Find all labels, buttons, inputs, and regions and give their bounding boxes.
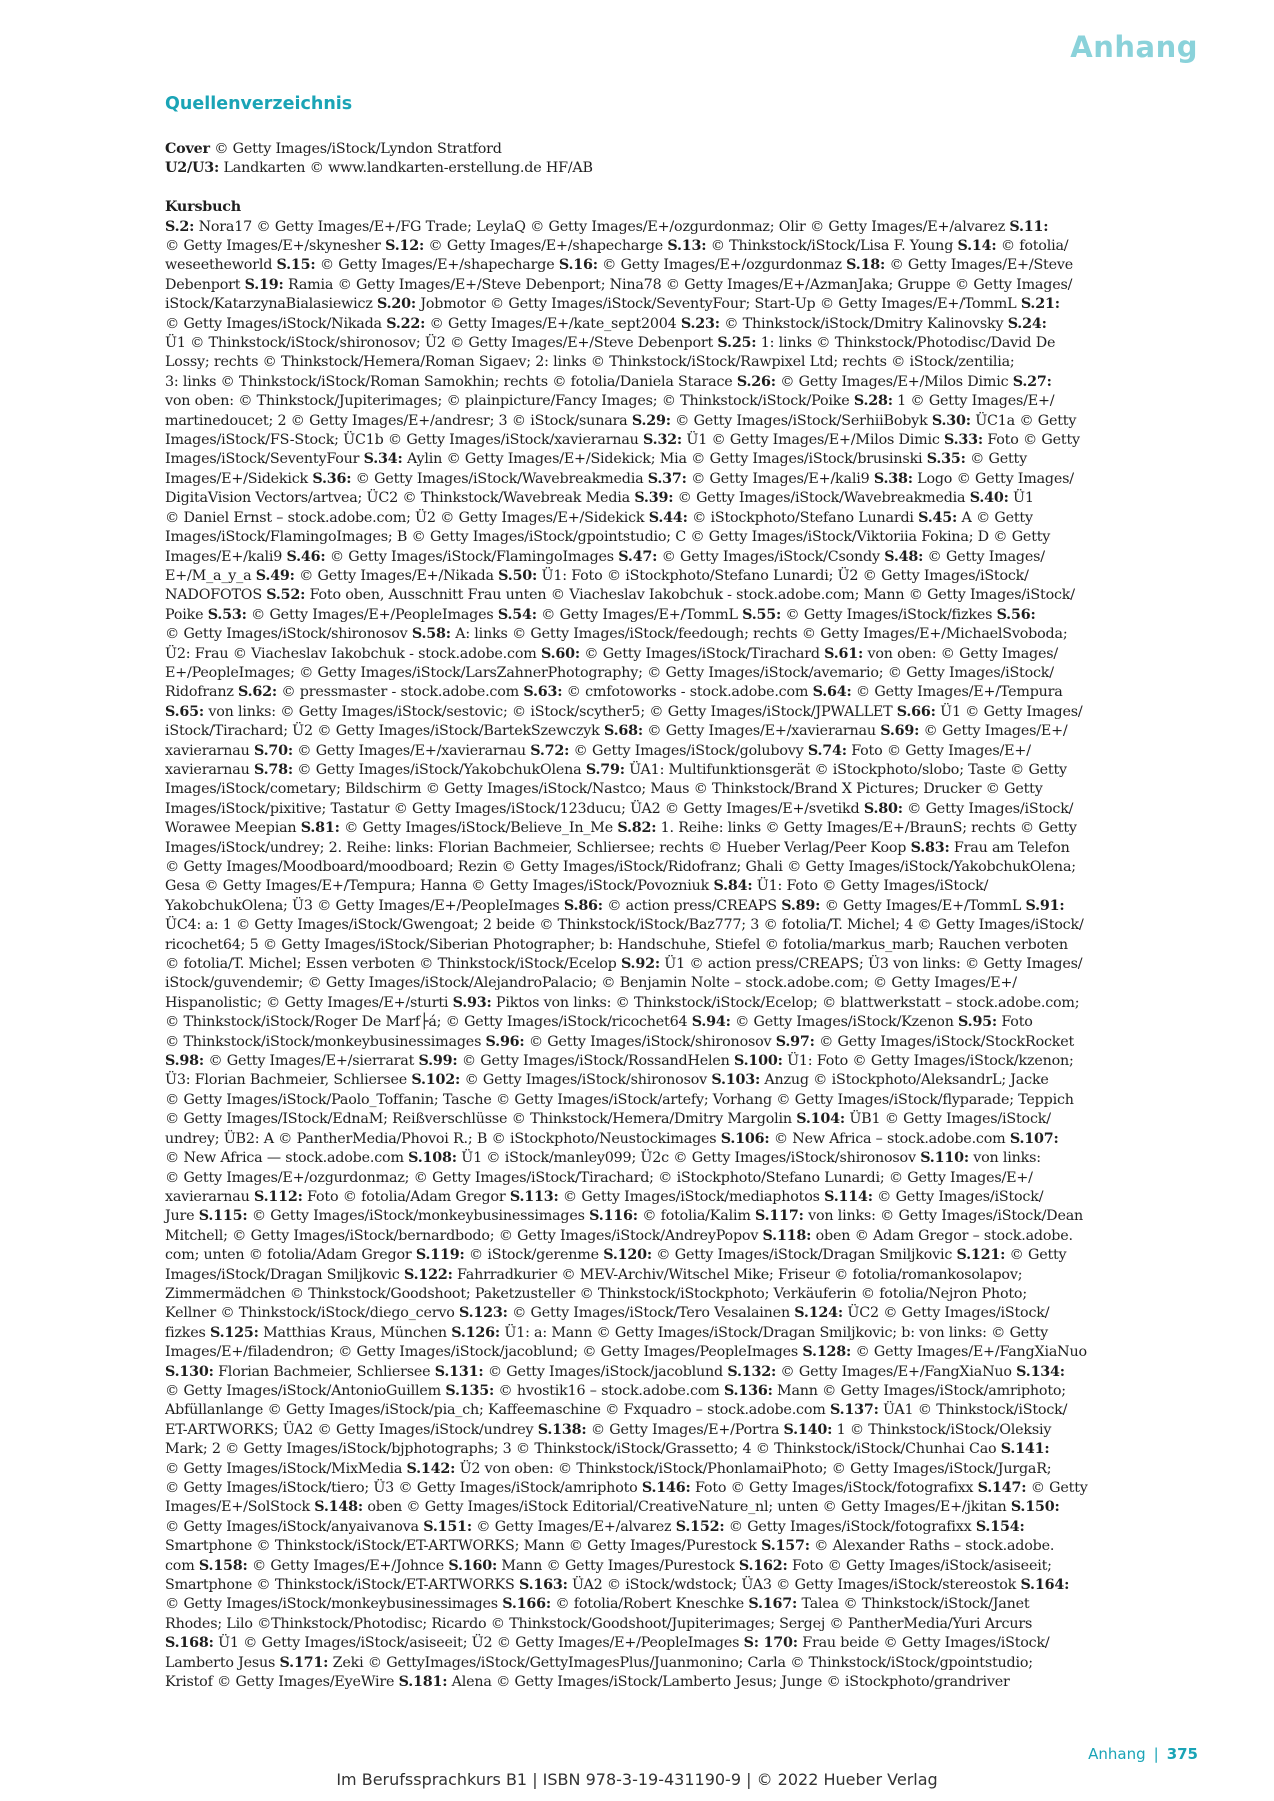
credits-body xyxy=(165,140,1175,1692)
credit-line: iStock/Tirachard; Ü2 © Getty Images/iStock/BartekSzewczyk S.68: © Getty Images/E+/xavierarnau S.69: © Getty Images/E+/ xyxy=(165,723,1068,740)
footer-section-label: Anhang xyxy=(1088,1745,1146,1763)
credit-line: © Thinkstock/iStock/monkeybusinessimages S.96: © Getty Images/iStock/shironosov S.97: © Getty Images/iStock/StockRocket xyxy=(165,1033,1075,1050)
credit-line: iStock/guvendemir; © Getty Images/iStock/AlejandroPalacio; © Benjamin Nolte – stock.adobe.com; © Getty Images/E+/ xyxy=(165,975,1017,992)
credit-line: Worawee Meepian S.81: © Getty Images/iStock/Believe_In_Me S.82: 1. Reihe: links © Getty Images/E+/BraunS; rechts © Getty xyxy=(165,820,1077,837)
credit-line: Kellner © Thinkstock/iStock/diego_cervo S.123: © Getty Images/iStock/Tero Vesalainen S.124: ÜC2 © Getty Images/iStock/ xyxy=(165,1305,1050,1322)
credit-line: © Getty Images/iStock/shironosov S.58: A: links © Getty Images/iStock/feedough; rechts © Getty Images/E+/MichaelSvoboda; xyxy=(165,626,1068,643)
kursbuch-heading: Kursbuch xyxy=(165,199,241,216)
credit-line: Poike S.53: © Getty Images/E+/PeopleImages S.54: © Getty Images/E+/TommL S.55: © Getty Images/iStock/fizkes S.56: xyxy=(165,606,1036,623)
credit-line: © Getty Images/iStock/anyaivanova S.151: © Getty Images/E+/alvarez S.152: © Getty Images/iStock/fotografixx S.154: xyxy=(165,1518,1025,1535)
credit-line: Images/E+/kali9 S.46: © Getty Images/iStock/FlamingoImages S.47: © Getty Images/iStock/Csondy S.48: © Getty Images/ xyxy=(165,548,1045,565)
chapter-heading: Anhang xyxy=(1070,30,1198,64)
credit-line: Lossy; rechts © Thinkstock/Hemera/Roman Sigaev; 2: links © Thinkstock/iStock/Rawpixel Ltd; rechts © iStock/zentilia; xyxy=(165,354,1015,371)
footer-separator: | xyxy=(1153,1745,1159,1763)
credit-line: NADOFOTOS S.52: Foto oben, Ausschnitt Frau unten © Viacheslav Iakobchuk - stock.adobe.com; Mann © Getty Images/iStock/ xyxy=(165,587,1075,604)
credit-line: Images/iStock/pixitive; Tastatur © Getty Images/iStock/123ducu; ÜA2 © Getty Images/E+/svetikd S.80: © Getty Images/iStock/ xyxy=(165,800,1074,817)
page-number: 375 xyxy=(1166,1745,1198,1763)
credit-line: © New Africa — stock.adobe.com S.108: Ü1 © iStock/manley099; Ü2c © Getty Images/iStock/shironosov S.110: von links: xyxy=(165,1150,1041,1167)
credit-line: von oben: © Thinkstock/Jupiterimages; © plainpicture/Fancy Images; © Thinkstock/iStock/Poike S.28: 1 © Getty Images/E+/ xyxy=(165,393,1055,410)
u2-u3-credit xyxy=(165,159,1175,178)
credit-line: com; unten © fotolia/Adam Gregor S.119: © iStock/gerenme S.120: © Getty Images/iStock/Dragan Smiljkovic S.121: © Getty xyxy=(165,1247,1067,1264)
credit-line: © Getty Images/Moodboard/moodboard; Rezin © Getty Images/iStock/Ridofranz; Ghali © Getty Images/iStock/YakobchukOlena; xyxy=(165,859,1076,876)
section-title: Quellenverzeichnis xyxy=(165,94,353,114)
credit-line: Zimmermädchen © Thinkstock/Goodshoot; Paketzusteller © Thinkstock/iStockphoto; Verkäuferin © fotolia/Nejron Photo; xyxy=(165,1285,1027,1302)
credit-line: Ü1 © Thinkstock/iStock/shironosov; Ü2 © Getty Images/E+/Steve Debenport S.25: 1: links © Thinkstock/Photodisc/David De xyxy=(165,335,1056,352)
credit-line: Images/iStock/undrey; 2. Reihe: links: Florian Bachmeier, Schliersee; rechts © Hueber Verlag/Peer Koop S.83: Frau am Telefon xyxy=(165,839,1070,856)
credit-line: Ü2: Frau © Viacheslav Iakobchuk - stock.adobe.com S.60: © Getty Images/iStock/Tirachard S.61: von oben: © Getty Images/ xyxy=(165,645,1059,662)
credit-line: E+/M_a_y_a S.49: © Getty Images/E+/Nikada S.50: Ü1: Foto © iStockphoto/Stefano Lunardi; Ü2 © Getty Images/iStock/ xyxy=(165,567,1029,584)
credit-line: Mark; 2 © Getty Images/iStock/bjphotographs; 3 © Thinkstock/iStock/Grassetto; 4 © Thinkstock/iStock/Chunhai Cao S.141: xyxy=(165,1441,1050,1458)
credit-line: fizkes S.125: Matthias Kraus, München S.126: Ü1: a: Mann © Getty Images/iStock/Dragan Smiljkovic; b: von links: © Getty xyxy=(165,1324,1049,1341)
credit-line: Images/E+/SolStock S.148: oben © Getty Images/iStock Editorial/CreativeNature_nl; unten © Getty Images/E+/jkitan S.150: xyxy=(165,1499,1060,1516)
u2-u3-label: U2/U3: xyxy=(165,160,220,177)
credit-line: Smartphone © Thinkstock/iStock/ET-ARTWORKS S.163: ÜA2 © iStock/wdstock; ÜA3 © Getty Images/iStock/stereostok S.164: xyxy=(165,1577,1070,1594)
credit-line: © Getty Images/iStock/monkeybusinessimages S.166: © fotolia/Robert Kneschke S.167: Talea © Thinkstock/iStock/Janet xyxy=(165,1596,1030,1613)
credit-line: © fotolia/T. Michel; Essen verboten © Thinkstock/iStock/Ecelop S.92: Ü1 © action press/CREAPS; Ü3 von links: © Getty Images/ xyxy=(165,956,1083,973)
credit-line: xavierarnau S.112: Foto © fotolia/Adam Gregor S.113: © Getty Images/iStock/mediaphotos S.114: © Getty Images/iStock/ xyxy=(165,1188,1044,1205)
credit-line: © Getty Images/iStock/Nikada S.22: © Getty Images/E+/kate_sept2004 S.23: © Thinkstock/iStock/Dmitry Kalinovsky S.24: xyxy=(165,315,1047,332)
credit-line: © Getty Images/iStock/Paolo_Toffanin; Tasche © Getty Images/iStock/artefy; Vorhang © Getty Images/iStock/flyparade; Teppich xyxy=(165,1091,1074,1108)
cover-label: Cover xyxy=(165,141,210,157)
credit-line: Images/iStock/FS-Stock; ÜC1b © Getty Images/iStock/xavierarnau S.32: Ü1 © Getty Images/E+/Milos Dimic S.33: Foto © Getty xyxy=(165,432,1080,449)
credit-line: ricochet64; 5 © Getty Images/iStock/Siberian Photographer; b: Handschuhe, Stiefel © fotolia/markus_marb; Rauchen verboten xyxy=(165,936,1068,953)
credit-line: © Getty Images/iStock/MixMedia S.142: Ü2 von oben: © Thinkstock/iStock/PhonlamaiPhoto; © Getty Images/iStock/JurgaR; xyxy=(165,1460,1052,1477)
credit-line: E+/PeopleImages; © Getty Images/iStock/LarsZahnerPhotography; © Getty Images/iStock/avemario; © Getty Images/iStock/ xyxy=(165,664,1054,681)
footer-page-nav xyxy=(1088,1745,1198,1763)
cover-credit xyxy=(165,140,1175,159)
cover-text: © Getty Images/iStock/Lyndon Stratford xyxy=(209,141,502,157)
credit-line: Mitchell; © Getty Images/iStock/bernardbodo; © Getty Images/iStock/AndreyPopov S.118: oben © Adam Gregor – stock.adobe. xyxy=(165,1227,1073,1244)
credit-line: Images/E+/Sidekick S.36: © Getty Images/iStock/Wavebreakmedia S.37: © Getty Images/E+/kali9 S.38: Logo © Getty Images/ xyxy=(165,470,1074,487)
credit-line: © Thinkstock/iStock/Roger De Marf├á; © Getty Images/iStock/ricochet64 S.94: © Getty Images/iStock/Kzenon S.95: Foto xyxy=(165,1014,1033,1031)
credit-line: Abfüllanlange © Getty Images/iStock/pia_ch; Kaffeemaschine © Fxquadro – stock.adobe.com S.137: ÜA1 © Thinkstock/iStock/ xyxy=(165,1402,1068,1419)
credit-line: © Daniel Ernst – stock.adobe.com; Ü2 © Getty Images/E+/Sidekick S.44: © iStockphoto/Stefano Lunardi S.45: A © Getty xyxy=(165,509,1033,526)
credit-line: © Getty Images/iStock/tiero; Ü3 © Getty Images/iStock/amriphoto S.146: Foto © Getty Images/iStock/fotografixx S.147: © Getty xyxy=(165,1480,1088,1497)
credit-line: YakobchukOlena; Ü3 © Getty Images/E+/PeopleImages S.86: © action press/CREAPS S.89: © Getty Images/E+/TommL S.91: xyxy=(165,897,1065,914)
credit-line: Images/iStock/SeventyFour S.34: Aylin © Getty Images/E+/Sidekick; Mia © Getty Images/iStock/brusinski S.35: © Getty xyxy=(165,451,1027,468)
credit-line: iStock/KatarzynaBialasiewicz S.20: Jobmotor © Getty Images/iStock/SeventyFour; Start-Up © Getty Images/E+/TommL S.21: xyxy=(165,296,1060,313)
credit-line: Smartphone © Thinkstock/iStock/ET-ARTWORKS; Mann © Getty Images/Purestock S.157: © Alexander Raths – stock.adobe. xyxy=(165,1538,1055,1555)
credit-line: DigitaVision Vectors/artvea; ÜC2 © Thinkstock/Wavebreak Media S.39: © Getty Images/iStock/Wavebreakmedia S.40: Ü1 xyxy=(165,490,1034,507)
credit-line: undrey; ÜB2: A © PantherMedia/Phovoi R.; B © iStockphoto/Neustockimages S.106: © New Africa – stock.adobe.com S.107: xyxy=(165,1130,1059,1147)
credit-line: Debenport S.19: Ramia © Getty Images/E+/Steve Debenport; Nina78 © Getty Images/E+/AzmanJaka; Gruppe © Getty Images/ xyxy=(165,276,1073,293)
credit-line: © Getty Images/E+/skynesher S.12: © Getty Images/E+/shapecharge S.13: © Thinkstock/iStock/Lisa F. Young S.14: © fotolia/ xyxy=(165,238,1069,255)
credit-line: Jure S.115: © Getty Images/iStock/monkeybusinessimages S.116: © fotolia/Kalim S.117: von links: © Getty Images/iStock/Dean xyxy=(165,1208,1084,1225)
credit-line: 3: links © Thinkstock/iStock/Roman Samokhin; rechts © fotolia/Daniela Starace S.26: © Getty Images/E+/Milos Dimic S.27: xyxy=(165,373,1052,390)
credit-line: Images/iStock/Dragan Smiljkovic S.122: Fahrradkurier © MEV-Archiv/Witschel Mike; Friseur © fotolia/romankosolapov; xyxy=(165,1266,1023,1283)
kursbuch-credits xyxy=(165,218,1175,1693)
credit-line: Images/iStock/cometary; Bildschirm © Getty Images/iStock/Nastco; Maus © Thinkstock/Brand X Pictures; Drucker © Getty xyxy=(165,781,1043,798)
credit-line: Images/iStock/FlamingoImages; B © Getty Images/iStock/gpointstudio; C © Getty Images/iStock/Viktoriia Fokina; D © Getty xyxy=(165,529,1051,546)
credit-line: © Getty Images/IStock/EdnaM; Reißverschlüsse © Thinkstock/Hemera/Dmitry Margolin S.104: ÜB1 © Getty Images/iStock/ xyxy=(165,1111,1051,1128)
credit-line: Gesa © Getty Images/E+/Tempura; Hanna © Getty Images/iStock/Povozniuk S.84: Ü1: Foto © Getty Images/iStock/ xyxy=(165,878,989,895)
credit-line: © Getty Images/E+/ozgurdonmaz; © Getty Images/iStock/Tirachard; © iStockphoto/Stefano Lunardi; © Getty Images/E+/ xyxy=(165,1169,1033,1186)
credit-line: S.130: Florian Bachmeier, Schliersee S.131: © Getty Images/iStock/jacoblund S.132: © Getty Images/E+/FangXiaNuo S.134: xyxy=(165,1363,1065,1380)
credit-line: ÜC4: a: 1 © Getty Images/iStock/Gwengoat; 2 beide © Thinkstock/iStock/Baz777; 3 © fotolia/T. Michel; 4 © Getty Images/iStock/ xyxy=(165,917,1084,934)
credit-line: Hispanolistic; © Getty Images/E+/sturti S.93: Piktos von links: © Thinkstock/iStock/Ecelop; © blattwerkstatt – stock.adobe.com; xyxy=(165,994,1080,1011)
credit-line: S.2: Nora17 © Getty Images/E+/FG Trade; LeylaQ © Getty Images/E+/ozgurdonmaz; Olir © Getty Images/E+/alvarez S.11: xyxy=(165,218,1049,235)
credit-line: martinedoucet; 2 © Getty Images/E+/andresr; 3 © iStock/sunara S.29: © Getty Images/iStock/SerhiiBobyk S.30: ÜC1a © Getty xyxy=(165,412,1077,429)
footer-isbn: Im Berufssprachkurs B1 | ISBN 978-3-19-431190-9 | © 2022 Hueber Verlag xyxy=(336,1770,938,1789)
credit-line: Kristof © Getty Images/EyeWire S.181: Alena © Getty Images/iStock/Lamberto Jesus; Junge © iStockphoto/grandriver xyxy=(165,1674,1010,1691)
credit-line: S.98: © Getty Images/E+/sierrarat S.99: © Getty Images/iStock/RossandHelen S.100: Ü1: Foto © Getty Images/iStock/kzenon; xyxy=(165,1053,1074,1070)
credit-line: Images/E+/filadendron; © Getty Images/iStock/jacoblund; © Getty Images/PeopleImages S.128: © Getty Images/E+/FangXiaNuo xyxy=(165,1344,1087,1361)
credit-line: ET-ARTWORKS; ÜA2 © Getty Images/iStock/undrey S.138: © Getty Images/E+/Portra S.140: 1 © Thinkstock/iStock/Oleksiy xyxy=(165,1421,1052,1438)
credit-line: Lamberto Jesus S.171: Zeki © GettyImages/iStock/GettyImagesPlus/Juanmonino; Carla © Thinkstock/iStock/gpointstudio; xyxy=(165,1654,1033,1671)
credit-line: S.65: von links: © Getty Images/iStock/sestovic; © iStock/scyther5; © Getty Images/iStock/JPWALLET S.66: Ü1 © Getty Images/ xyxy=(165,703,1083,720)
credit-line: Ridofranz S.62: © pressmaster - stock.adobe.com S.63: © cmfotoworks - stock.adobe.com S.64: © Getty Images/E+/Tempura xyxy=(165,684,1063,701)
credit-line: © Getty Images/iStock/AntonioGuillem S.135: © hvostik16 – stock.adobe.com S.136: Mann © Getty Images/iStock/amriphoto; xyxy=(165,1382,1066,1399)
credit-line: xavierarnau S.78: © Getty Images/iStock/YakobchukOlena S.79: ÜA1: Multifunktionsgerät © iStockphoto/slobo; Taste © Getty xyxy=(165,761,1067,778)
credit-line: S.168: Ü1 © Getty Images/iStock/asiseeit; Ü2 © Getty Images/E+/PeopleImages S: 170: Frau beide © Getty Images/iStock/ xyxy=(165,1635,1050,1652)
credit-line: weseetheworld S.15: © Getty Images/E+/shapecharge S.16: © Getty Images/E+/ozgurdonmaz S.18: © Getty Images/E+/Steve xyxy=(165,257,1073,274)
credit-line: Rhodes; Lilo ©Thinkstock/Photodisc; Ricardo © Thinkstock/Goodshoot/Jupiterimages; Sergej © PantherMedia/Yuri Arcurs xyxy=(165,1615,1033,1632)
credit-line: xavierarnau S.70: © Getty Images/E+/xavierarnau S.72: © Getty Images/iStock/golubovy S.74: Foto © Getty Images/E+/ xyxy=(165,742,1031,759)
u2-u3-text: Landkarten © www.landkarten-erstellung.de HF/AB xyxy=(219,160,593,177)
credit-line: Ü3: Florian Bachmeier, Schliersee S.102: © Getty Images/iStock/shironosov S.103: Anzug © iStockphoto/AleksandrL; Jacke xyxy=(165,1072,1049,1089)
credit-line: com S.158: © Getty Images/E+/Johnce S.160: Mann © Getty Images/Purestock S.162: Foto © Getty Images/iStock/asiseeit; xyxy=(165,1557,1052,1574)
